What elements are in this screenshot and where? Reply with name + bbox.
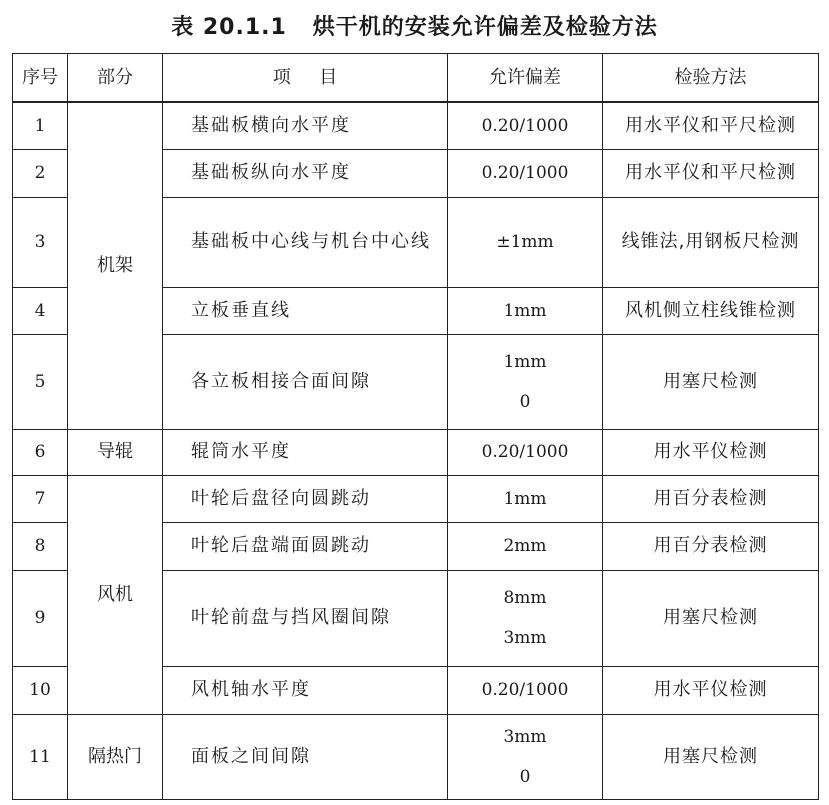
table-row	[13, 475, 819, 522]
tolerance-value: 8mm	[503, 588, 547, 608]
method-cell: 线锥法,用钢板尺检测	[603, 197, 819, 287]
tolerance-value: 1mm	[503, 488, 547, 509]
header-part: 部分	[68, 54, 163, 103]
item-cell: 辊筒水平度	[163, 429, 448, 475]
tolerance-value: 0	[519, 766, 531, 787]
item-cell: 基础板纵向水平度	[163, 149, 448, 197]
item-cell: 各立板相接合面间隙	[163, 334, 448, 429]
seq-cell: 7	[13, 475, 68, 522]
tolerance-cell	[448, 570, 603, 666]
method-cell: 用塞尺检测	[603, 570, 819, 666]
tolerance-value: 3mm	[503, 628, 547, 648]
table-row	[13, 429, 819, 475]
tolerance-value: 3mm	[503, 726, 547, 747]
tolerance-cell	[448, 522, 603, 570]
seq-cell: 11	[13, 714, 68, 799]
seq-cell: 2	[13, 149, 68, 197]
tolerance-cell	[448, 102, 603, 149]
item-cell: 基础板中心线与机台中心线	[163, 197, 448, 287]
table-row	[13, 714, 819, 799]
header-method: 检验方法	[603, 54, 819, 103]
part-cell-guide-roller: 导辊	[68, 429, 163, 475]
item-cell: 叶轮后盘径向圆跳动	[163, 475, 448, 522]
tolerance-cell	[448, 666, 603, 714]
method-cell: 用塞尺检测	[603, 714, 819, 799]
method-cell: 用水平仪和平尺检测	[603, 102, 819, 149]
part-cell-heat-door: 隔热门	[68, 714, 163, 799]
method-cell: 用水平仪和平尺检测	[603, 149, 819, 197]
method-cell: 用塞尺检测	[603, 334, 819, 429]
method-cell: 用水平仪检测	[603, 666, 819, 714]
part-cell-frame: 机架	[68, 102, 163, 429]
seq-cell: 1	[13, 102, 68, 149]
seq-cell: 9	[13, 570, 68, 666]
header-tolerance: 允许偏差	[448, 54, 603, 103]
item-cell: 基础板横向水平度	[163, 102, 448, 149]
seq-cell: 8	[13, 522, 68, 570]
seq-cell: 10	[13, 666, 68, 714]
item-cell: 叶轮后盘端面圆跳动	[163, 522, 448, 570]
tolerance-value: 1mm	[503, 300, 547, 321]
part-cell-fan: 风机	[68, 475, 163, 714]
tolerance-cell	[448, 714, 603, 799]
tolerance-value: 1mm	[503, 351, 547, 372]
table-title: 表 20.1.1 烘干机的安装允许偏差及检验方法	[171, 15, 658, 40]
seq-cell: 3	[13, 197, 68, 287]
tolerance-cell	[448, 287, 603, 334]
tolerance-value: 0	[519, 391, 531, 412]
table-row	[13, 102, 819, 149]
method-cell: 用水平仪检测	[603, 429, 819, 475]
seq-cell: 4	[13, 287, 68, 334]
header-row	[13, 54, 819, 103]
tolerance-cell	[448, 429, 603, 475]
header-item: 项 目	[163, 54, 448, 103]
tolerance-value: 0.20/1000	[481, 163, 569, 183]
item-cell: 立板垂直线	[163, 287, 448, 334]
method-cell: 风机侧立柱线锥检测	[603, 287, 819, 334]
item-cell: 面板之间间隙	[163, 714, 448, 799]
seq-cell: 5	[13, 334, 68, 429]
method-cell: 用百分表检测	[603, 522, 819, 570]
item-cell: 风机轴水平度	[163, 666, 448, 714]
tolerance-cell	[448, 149, 603, 197]
seq-cell: 6	[13, 429, 68, 475]
tolerance-value: 0.20/1000	[481, 115, 569, 136]
tolerance-cell	[448, 475, 603, 522]
tolerance-table	[12, 53, 819, 800]
tolerance-value: 0.20/1000	[481, 680, 569, 700]
method-cell: 用百分表检测	[603, 475, 819, 522]
tolerance-value: 2mm	[503, 536, 547, 556]
tolerance-value: ±1mm	[496, 232, 554, 252]
tolerance-cell	[448, 197, 603, 287]
tolerance-cell	[448, 334, 603, 429]
item-cell: 叶轮前盘与挡风圈间隙	[163, 570, 448, 666]
tolerance-value: 0.20/1000	[481, 442, 569, 462]
header-seq: 序号	[13, 54, 68, 103]
